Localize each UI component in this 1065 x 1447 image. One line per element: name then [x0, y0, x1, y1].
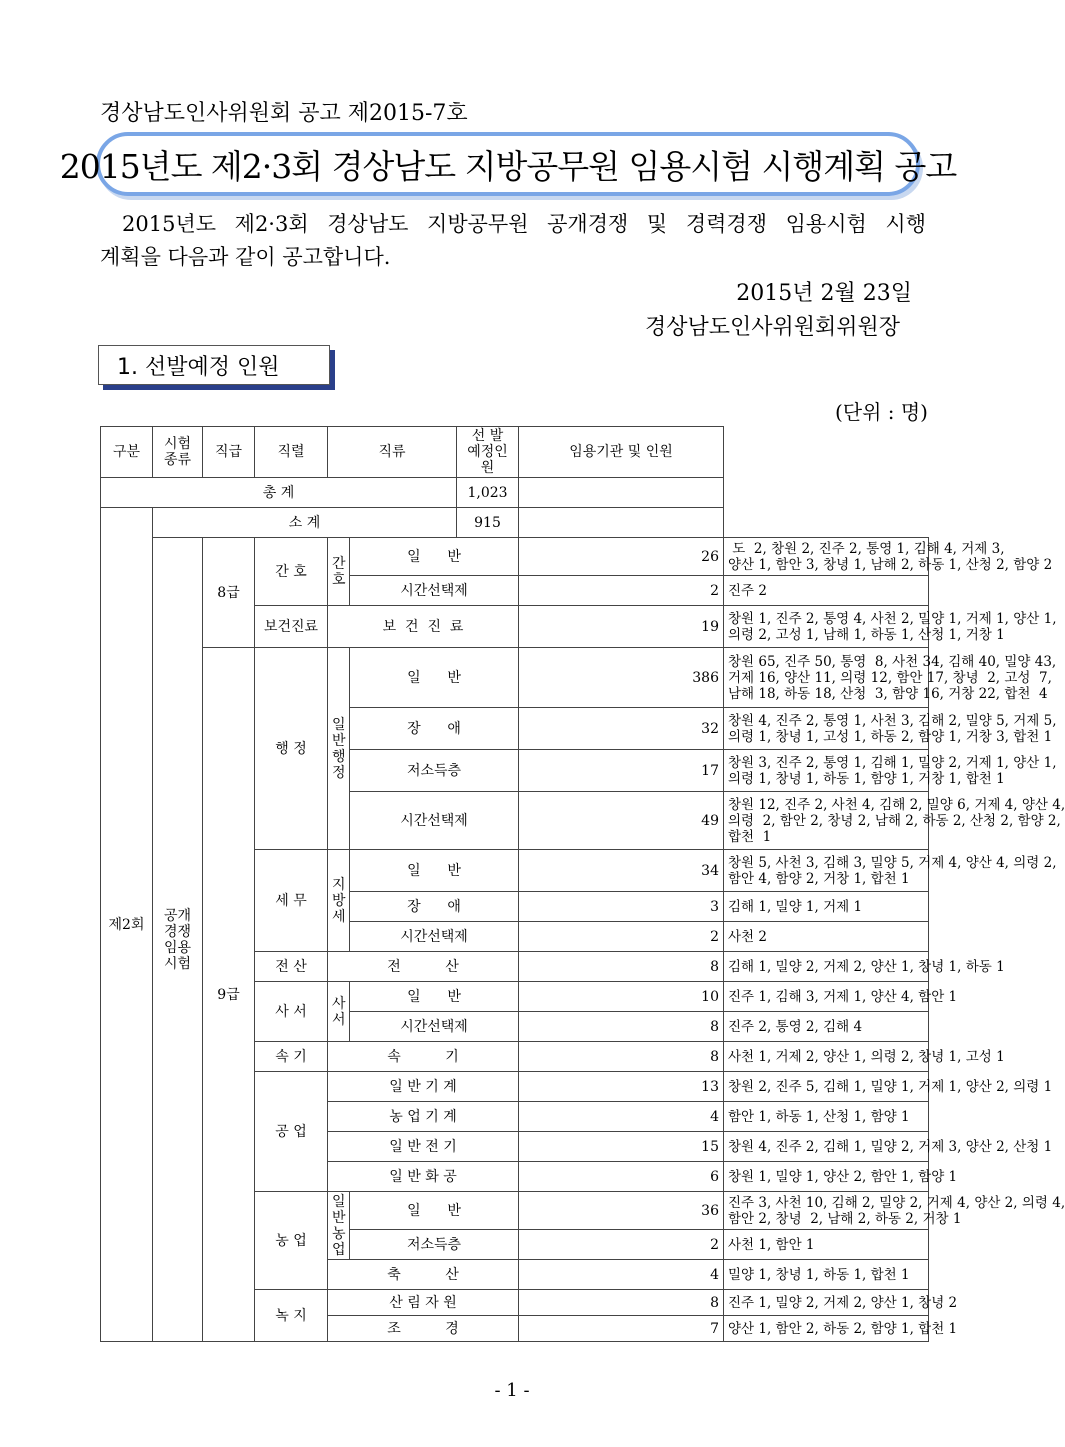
subtotal-agencies: [519, 508, 724, 538]
class-general-agriculture: 일반 농업: [328, 1192, 350, 1260]
grand-total-label: 총 계: [101, 478, 457, 508]
class-cell: 일 반: [350, 1192, 519, 1230]
agency-allocation: 사천 1, 거제 2, 양산 1, 의령 2, 창녕 1, 고성 1: [724, 1042, 929, 1072]
header-exam-type: 시험 종류: [153, 427, 203, 478]
series-green: 녹 지: [255, 1290, 328, 1342]
header-class: 직류: [328, 427, 457, 478]
unit-note: (단위 : 명): [834, 400, 928, 424]
series-admin: 행 정: [255, 648, 328, 850]
series-agriculture: 농 업: [255, 1192, 328, 1290]
series-computer: 전 산: [255, 952, 328, 982]
class-cell: 조 경: [328, 1316, 519, 1342]
planned-count: 8: [519, 1012, 724, 1042]
header-agencies: 임용기관 및 인원: [519, 427, 724, 478]
series-industry: 공 업: [255, 1072, 328, 1192]
page-title-box: [59, 132, 957, 196]
agency-allocation: 진주 1, 밀양 2, 거제 2, 양산 1, 창녕 2: [724, 1290, 929, 1316]
planned-count: 19: [519, 606, 724, 648]
table-row: [101, 648, 929, 708]
agency-allocation: 밀양 1, 창녕 1, 하동 1, 합천 1: [724, 1260, 929, 1290]
section-title-box: [98, 345, 330, 385]
class-cell: 일 반: [350, 648, 519, 708]
agency-allocation: 진주 2, 통영 2, 김해 4: [724, 1012, 929, 1042]
class-cell: 농 업 기 계: [328, 1102, 519, 1132]
agency-allocation: 도 2, 창원 2, 진주 2, 통영 1, 김해 4, 거제 3, 양산 1, 함안 3, 창녕 1, 남해 2, 하동 1, 산청 2, 함양 2: [724, 538, 929, 576]
class-cell: 보 건 진 료: [328, 606, 519, 648]
header-series: 직렬: [255, 427, 328, 478]
page-title: 2015년도 제2·3회 경상남도 지방공무원 임용시험 시행계획 공고: [59, 146, 957, 186]
planned-count: 4: [519, 1102, 724, 1132]
class-cell: 전 산: [328, 952, 519, 982]
grand-total-value: 1,023: [457, 478, 519, 508]
agency-allocation: 창원 1, 진주 2, 통영 4, 사천 2, 밀양 1, 거제 1, 양산 1, 의령 2, 고성 1, 남해 1, 하동 1, 산청 1, 거창 1: [724, 606, 929, 648]
agency-allocation: 함안 1, 하동 1, 산청 1, 함양 1: [724, 1102, 929, 1132]
recruitment-table: [100, 426, 1065, 1342]
agency-allocation: 창원 5, 사천 3, 김해 3, 밀양 5, 거제 4, 양산 4, 의령 2, 함안 4, 함양 2, 거창 1, 합천 1: [724, 850, 929, 892]
planned-count: 32: [519, 708, 724, 750]
agency-allocation: 김해 1, 밀양 2, 거제 2, 양산 1, 창녕 1, 하동 1: [724, 952, 929, 982]
class-tax: 지 방 세: [328, 850, 350, 952]
class-cell: 일 반: [350, 982, 519, 1012]
planned-count: 8: [519, 952, 724, 982]
class-cell: 저소득층: [350, 1230, 519, 1260]
agency-allocation: 진주 3, 사천 10, 김해 2, 밀양 2, 거제 4, 양산 2, 의령 4, 함안 2, 창녕 2, 남해 2, 하동 2, 거창 1: [724, 1192, 929, 1230]
agency-allocation: 창원 4, 진주 2, 김해 1, 밀양 2, 거제 3, 양산 2, 산청 1: [724, 1132, 929, 1162]
agency-allocation: 창원 2, 진주 5, 김해 1, 밀양 1, 거제 1, 양산 2, 의령 1: [724, 1072, 929, 1102]
agency-allocation: 창원 1, 밀양 1, 양산 2, 함안 1, 함양 1: [724, 1162, 929, 1192]
class-librarian: 사 서: [328, 982, 350, 1042]
class-cell: 일 반: [350, 538, 519, 576]
class-cell: 속 기: [328, 1042, 519, 1072]
planned-count: 6: [519, 1162, 724, 1192]
header-category: 구분: [101, 427, 153, 478]
planned-count: 49: [519, 792, 724, 850]
class-cell: 축 산: [328, 1260, 519, 1290]
agency-allocation: 사천 1, 함안 1: [724, 1230, 929, 1260]
agency-allocation: 김해 1, 밀양 1, 거제 1: [724, 892, 929, 922]
intro-paragraph: [100, 208, 926, 274]
planned-count: 17: [519, 750, 724, 792]
planned-count: 26: [519, 538, 724, 576]
class-admin: 일 반 행 정: [328, 648, 350, 850]
planned-count: 8: [519, 1042, 724, 1072]
series-librarian: 사 서: [255, 982, 328, 1042]
class-cell: 시간선택제: [350, 922, 519, 952]
planned-count: 36: [519, 1192, 724, 1230]
agency-allocation: 진주 1, 김해 3, 거제 1, 양산 4, 함안 1: [724, 982, 929, 1012]
agency-allocation: 진주 2: [724, 576, 929, 606]
class-cell: 장 애: [350, 892, 519, 922]
notice-date: 2015년 2월 23일: [736, 281, 912, 306]
planned-count: 4: [519, 1260, 724, 1290]
class-nursing: 간 호: [328, 538, 350, 606]
exam-type-open: 공개 경쟁 임용 시험: [153, 538, 203, 1342]
agency-allocation: 창원 65, 진주 50, 통영 8, 사천 34, 김해 40, 밀양 43, 거제 16, 양산 11, 의령 12, 함안 17, 창녕 2, 고성 7, 남해 18, 하동 18, 산청 3, 함양 16, 거창 22, 합천 4: [724, 648, 929, 708]
planned-count: 34: [519, 850, 724, 892]
grade-8: 8급: [203, 538, 255, 648]
planned-count: 15: [519, 1132, 724, 1162]
planned-count: 10: [519, 982, 724, 1012]
intro-line-2: 계획을 다음과 같이 공고합니다.: [100, 245, 391, 269]
notice-number: 경상남도인사위원회 공고 제2015-7호: [100, 101, 468, 126]
section-title: 1. 선발예정 인원: [117, 354, 280, 380]
page-number: - 1 -: [494, 1380, 530, 1401]
subtotal-value: 915: [457, 508, 519, 538]
class-cell: 일 반 화 공: [328, 1162, 519, 1192]
grade-9: 9급: [203, 648, 255, 1342]
agency-allocation: 창원 3, 진주 2, 통영 1, 김해 1, 밀양 2, 거제 1, 양산 1, 의령 1, 창녕 1, 하동 1, 함양 1, 거창 1, 합천 1: [724, 750, 929, 792]
planned-count: 7: [519, 1316, 724, 1342]
agency-allocation: 창원 12, 진주 2, 사천 4, 김해 2, 밀양 6, 거제 4, 양산 4, 의령 2, 함안 2, 창녕 2, 남해 2, 하동 2, 산청 2, 함양 2, 합천 1: [724, 792, 929, 850]
table-row: [101, 538, 929, 576]
table-header-row: [101, 427, 929, 478]
round-2-label: 제2회: [101, 508, 153, 1342]
series-tax: 세 무: [255, 850, 328, 952]
class-cell: 시간선택제: [350, 792, 519, 850]
subtotal-row: [101, 508, 929, 538]
planned-count: 2: [519, 576, 724, 606]
class-cell: 장 애: [350, 708, 519, 750]
class-cell: 시간선택제: [350, 1012, 519, 1042]
series-nursing: 간 호: [255, 538, 328, 606]
class-cell: 일 반: [350, 850, 519, 892]
agency-allocation: 양산 1, 함안 2, 하동 2, 함양 1, 합천 1: [724, 1316, 929, 1342]
planned-count: 2: [519, 922, 724, 952]
series-health: 보건진료: [255, 606, 328, 648]
header-planned: 선 발 예정인원: [457, 427, 519, 478]
planned-count: 13: [519, 1072, 724, 1102]
header-grade: 직급: [203, 427, 255, 478]
class-cell: 일 반 기 계: [328, 1072, 519, 1102]
planned-count: 8: [519, 1290, 724, 1316]
agency-allocation: 사천 2: [724, 922, 929, 952]
intro-line-1: 2015년도 제2·3회 경상남도 지방공무원 공개경쟁 및 경력경쟁 임용시험 시행: [122, 212, 926, 236]
class-cell: 저소득층: [350, 750, 519, 792]
planned-count: 3: [519, 892, 724, 922]
planned-count: 386: [519, 648, 724, 708]
grand-total-agencies: [519, 478, 724, 508]
series-shorthand: 속 기: [255, 1042, 328, 1072]
subtotal-label: 소 계: [153, 508, 457, 538]
planned-count: 2: [519, 1230, 724, 1260]
grand-total-row: [101, 478, 929, 508]
agency-allocation: 창원 4, 진주 2, 통영 1, 사천 3, 김해 2, 밀양 5, 거제 5, 의령 1, 창녕 1, 고성 1, 하동 2, 함양 1, 거창 3, 합천 1: [724, 708, 929, 750]
class-cell: 산 림 자 원: [328, 1290, 519, 1316]
issuing-organization: 경상남도인사위원회위원장: [644, 315, 900, 340]
class-cell: 일 반 전 기: [328, 1132, 519, 1162]
class-cell: 시간선택제: [350, 576, 519, 606]
